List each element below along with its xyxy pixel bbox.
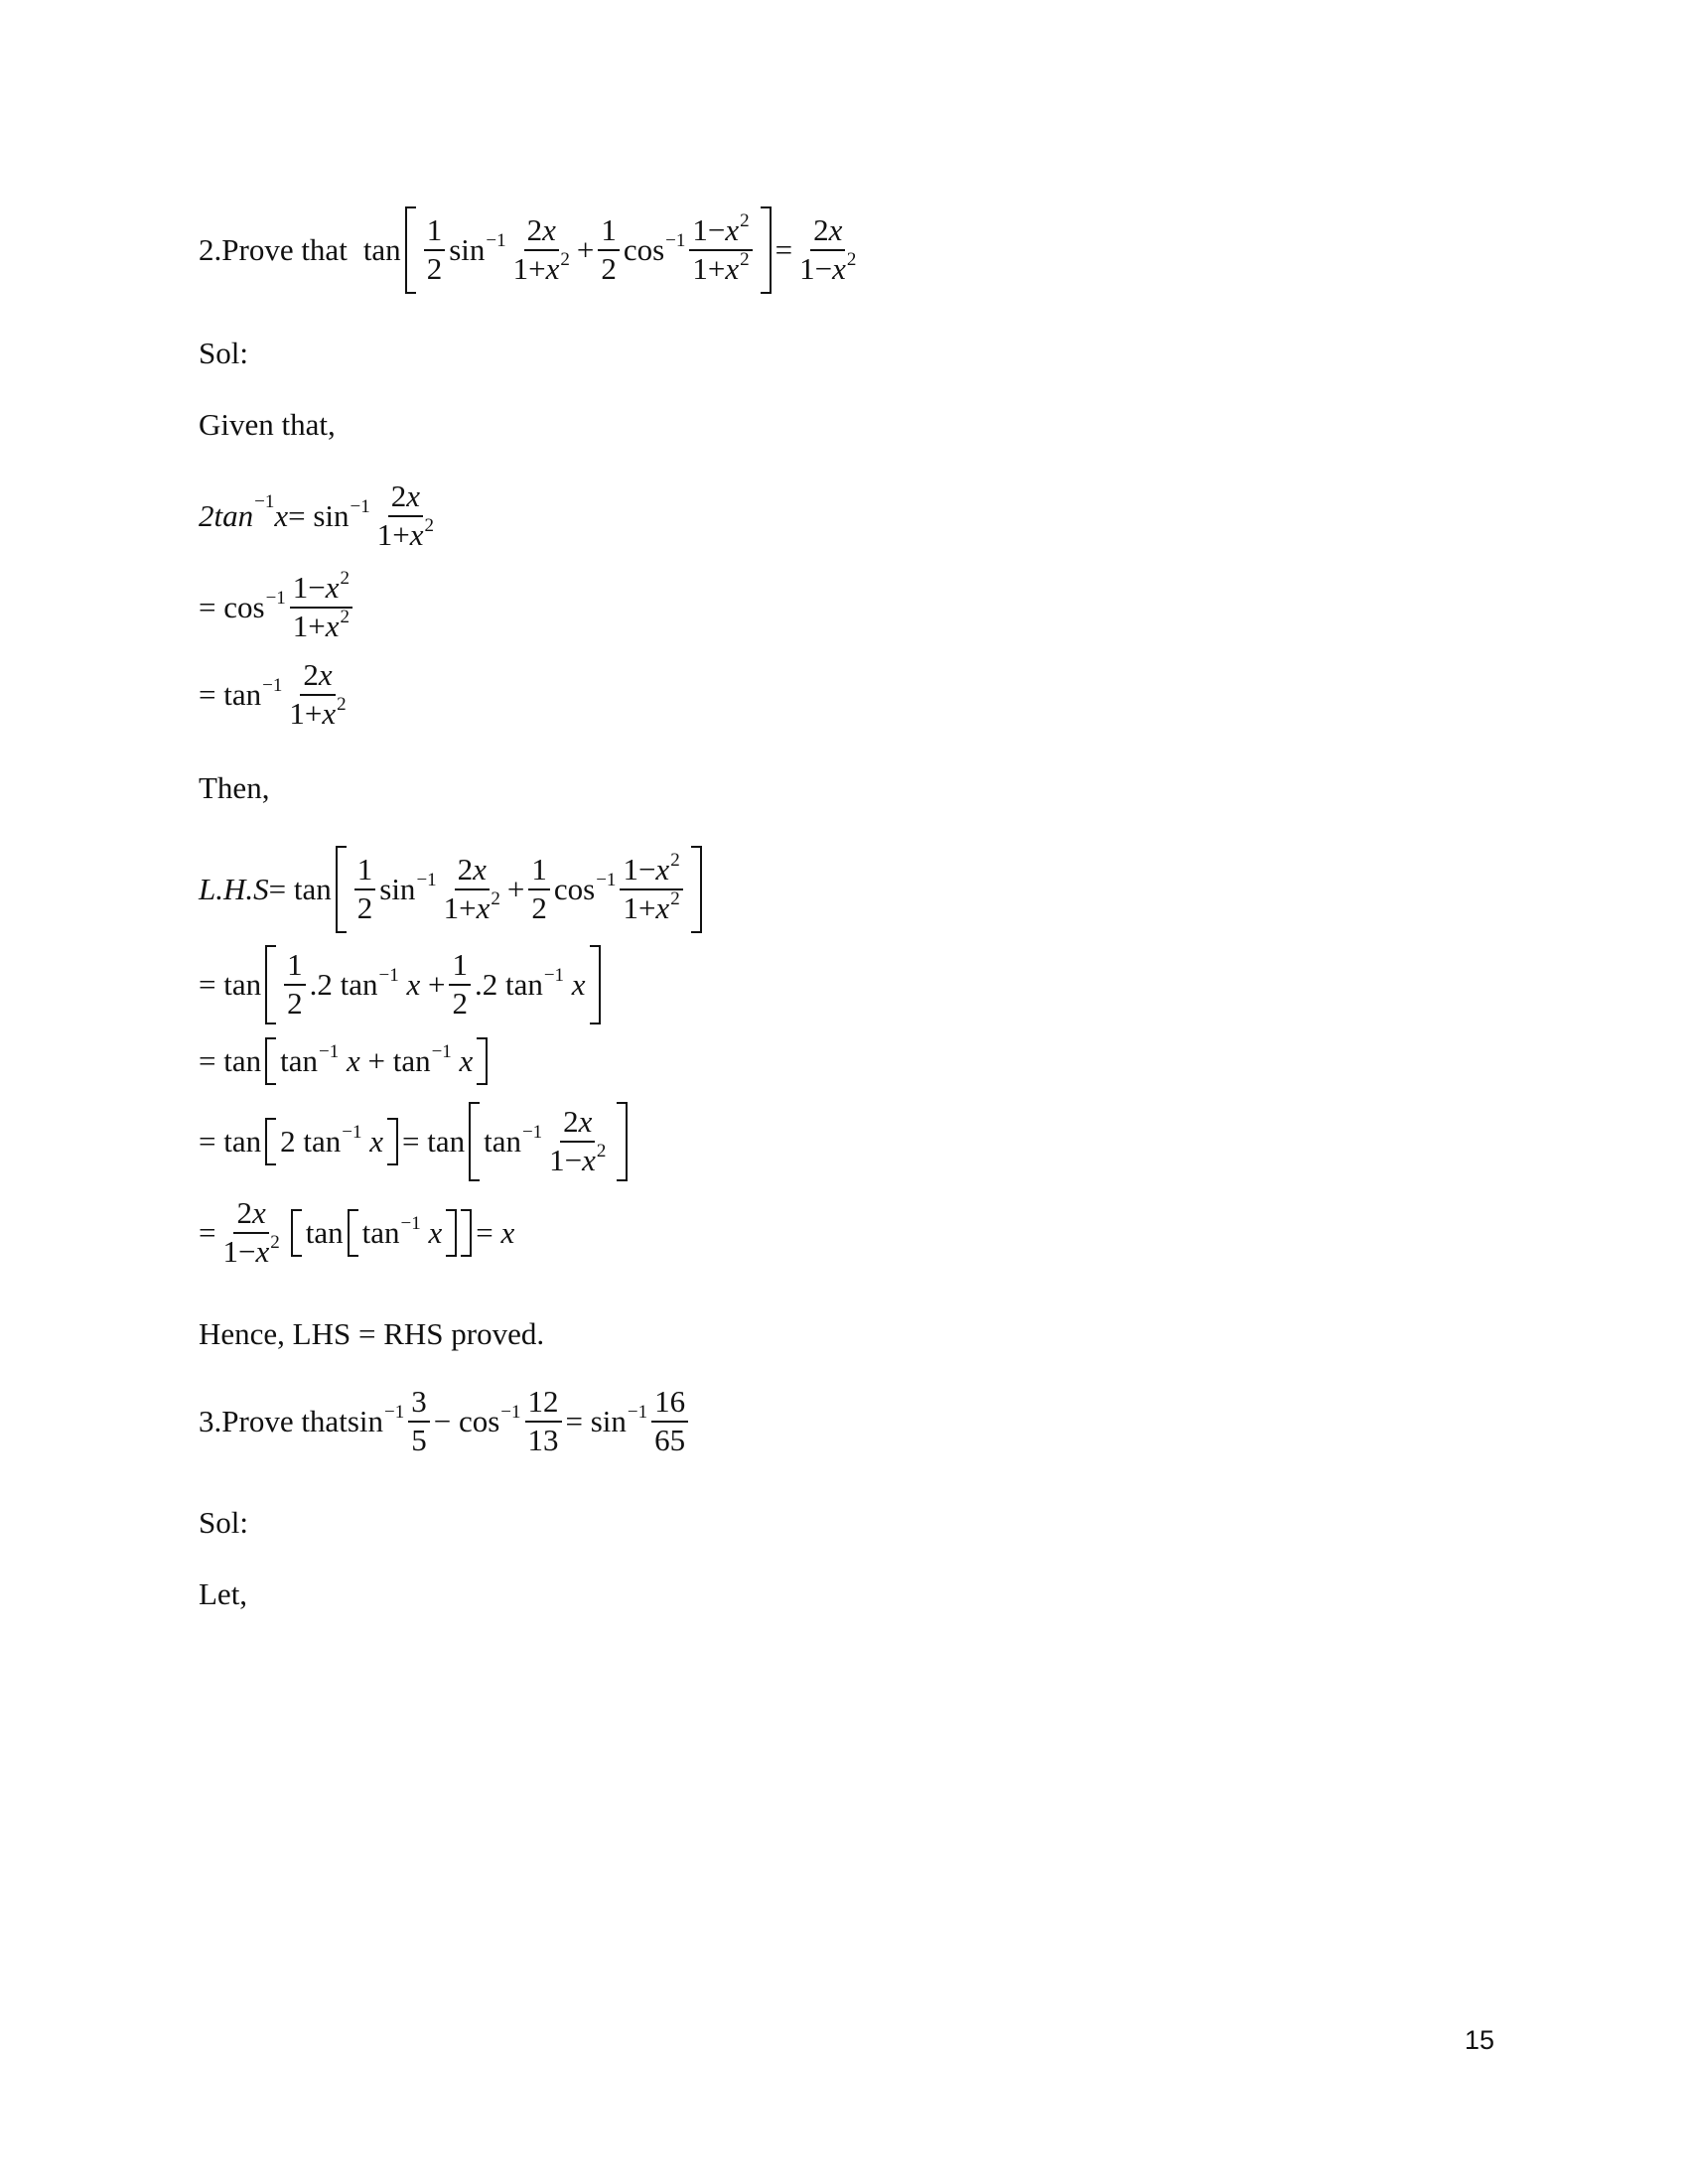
given-eq-2: = $\cos^{-1}$ $\frac{1-x^2}{1+x^2}$ xyxy=(199,572,356,642)
problem-2-statement: 2.Prove that tan $\frac{1}{2}$ $\sin^{-1}$ $\frac{2x}{1+x^2}$ + $\frac{1}{2}$ $\cos^{-1}$ $\frac{1-x^2}{1+x^2}$ = $\frac{2x}{1-x^2}$ xyxy=(199,206,863,294)
lhs-label: L.H.S xyxy=(199,872,269,906)
page-number: 15 xyxy=(1465,2025,1495,2055)
lhs-eq-3: = tan $\tan^{-1} x + \tan^{-1} x$ xyxy=(199,1037,492,1085)
lhs-eq-1: L.H.S = tan $\frac{1}{2}$ $\sin^{-1}$ $\frac{2x}{1+x^2}$ + $\frac{1}{2}$ $\cos^{-1}$ $\frac{1-x^2}{1+x^2}$ xyxy=(199,846,706,933)
sol-2-label: Sol: xyxy=(199,336,248,370)
sol-3-label: Sol: xyxy=(199,1505,248,1540)
problem-3-statement: 3.Prove that $\sin^{-1}$ $\frac{3}{5}$ − $\cos^{-1}$ $\frac{12}{13}$ = $\sin^{-1}$ $\frac{16}{65}$ xyxy=(199,1386,692,1456)
problem-3-label: 3.Prove that xyxy=(199,1403,348,1438)
problem-2-label: 2.Prove that xyxy=(199,232,348,267)
lhs-eq-5: = $\frac{2x}{1-x^2}$ tan $\tan^{-1} x$ = x xyxy=(199,1195,515,1269)
let-label: Let, xyxy=(199,1576,248,1611)
lhs-eq-2: = tan $\frac{1}{2}$ .2 $\tan^{-1} x$ + $\frac{1}{2}$ .2 $\tan^{-1} x$ xyxy=(199,945,605,1024)
given-eq-3: = $\tan^{-1}$ $\frac{2x}{1+x^2}$ xyxy=(199,657,347,731)
given-label: Given that, xyxy=(199,407,336,442)
then-label: Then, xyxy=(199,770,270,805)
conclusion-text: Hence, LHS = RHS proved. xyxy=(199,1316,545,1351)
given-eq-1: 2tan $^{-1}$ x = $\sin^{-1}$ $\frac{2x}{1+x^2}$ xyxy=(199,478,434,552)
lhs-eq-4: = tan 2 $\tan^{-1} x$ = tan $\tan^{-1}$ $\frac{2x}{1-x^2}$ xyxy=(199,1102,632,1181)
